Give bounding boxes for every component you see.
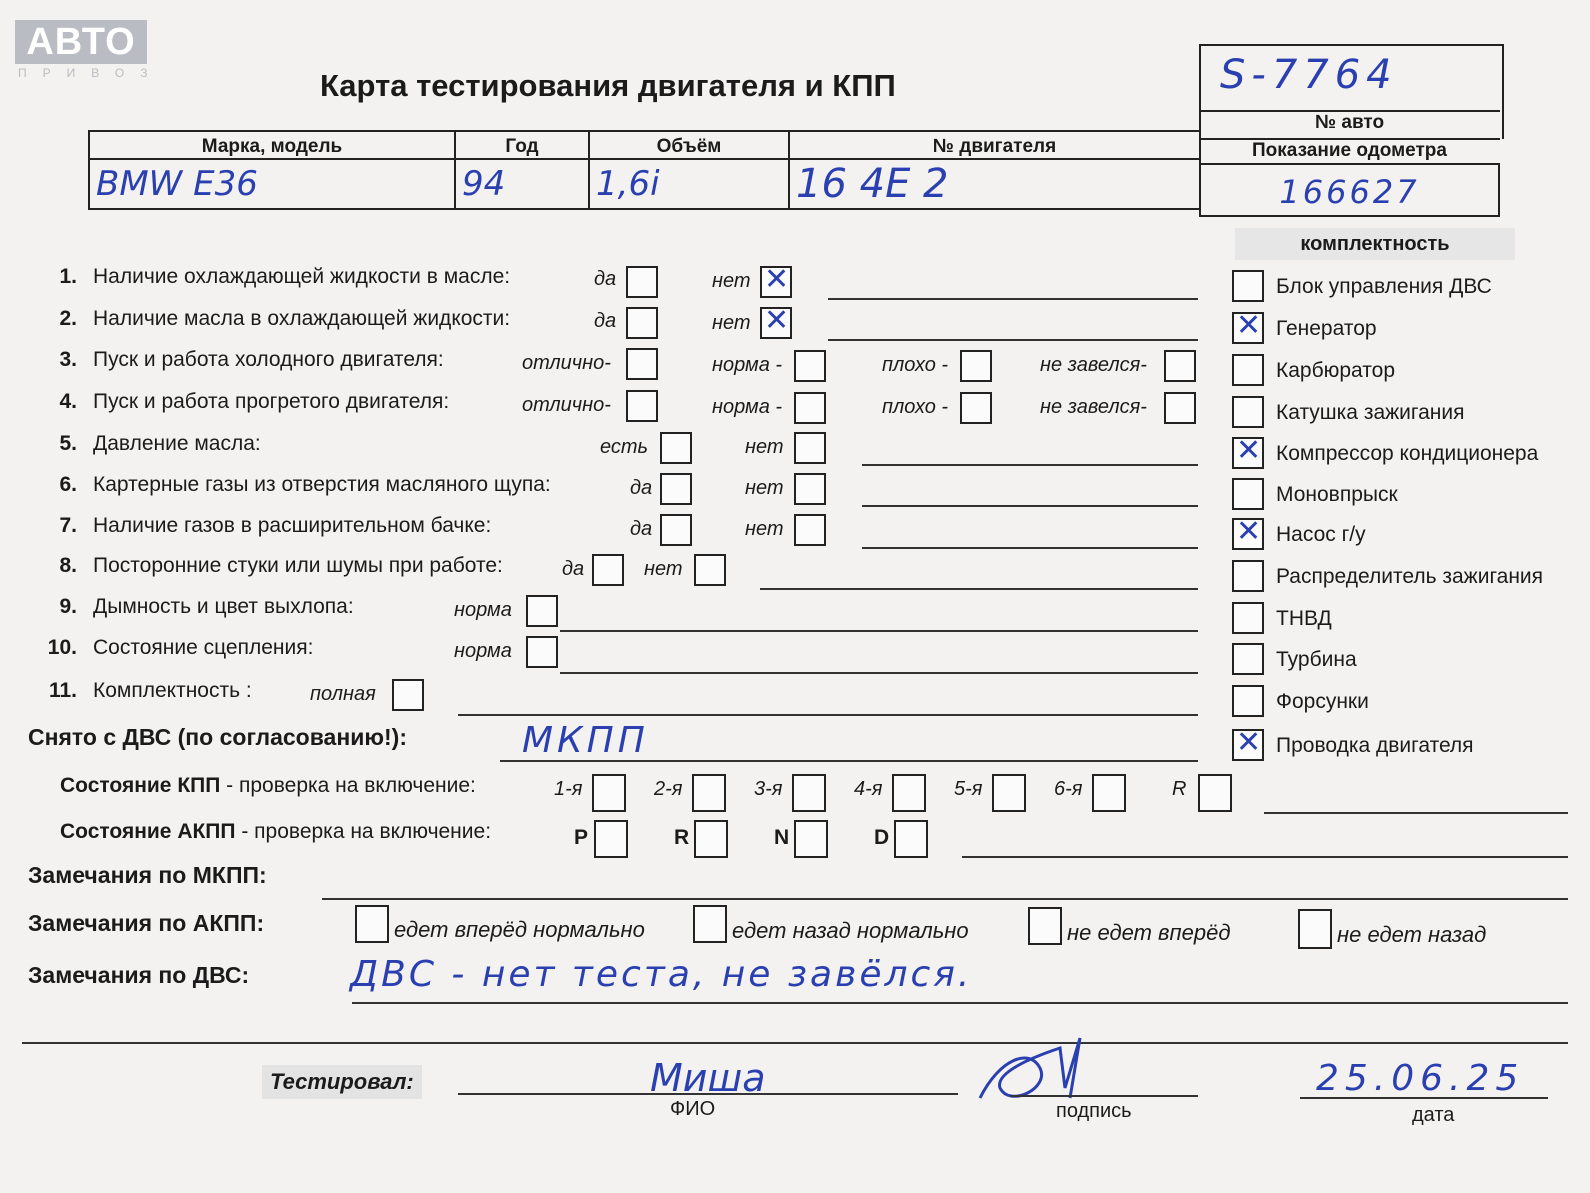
q4-excellent-checkbox[interactable] — [626, 390, 658, 422]
fio-label: ФИО — [670, 1098, 716, 1120]
q7-number: 7. — [59, 514, 77, 537]
komplekt-item-label: Карбюратор — [1276, 359, 1396, 382]
akpp-gear-label: N — [774, 826, 790, 849]
q11-line — [458, 714, 1198, 716]
q9-number: 9. — [59, 595, 77, 618]
auto-number-value: S-7764 — [1220, 52, 1398, 98]
komplekt-checkbox[interactable] — [1232, 602, 1264, 634]
q3-opt-nostart: не завелся- — [1040, 354, 1147, 376]
akpp-gear-label: R — [674, 826, 690, 849]
q4-text: Пуск и работа прогретого двигателя: — [93, 390, 450, 413]
komplekt-item-label: Компрессор кондиционера — [1276, 442, 1539, 465]
q9-opt-normal: норма — [454, 599, 512, 621]
q8-line — [760, 588, 1198, 590]
q8-number: 8. — [59, 554, 77, 577]
q9-text: Дымность и цвет выхлопа: — [93, 595, 354, 618]
q5-line — [862, 464, 1198, 466]
q6-text: Картерные газы из отверстия масляного щупа: — [93, 473, 551, 496]
removed-line — [500, 760, 1198, 762]
dvs-remarks-label: Замечания по ДВС: — [28, 962, 250, 988]
volume-value: 1,6i — [589, 159, 789, 209]
q6-yes-checkbox[interactable] — [660, 473, 692, 505]
mkpp-gear-checkbox[interactable] — [1198, 774, 1232, 812]
q6-no-checkbox[interactable] — [794, 473, 826, 505]
akpp-no-backward-label: не едет назад — [1337, 922, 1487, 947]
q5-text: Давление масла: — [93, 432, 261, 455]
mkpp-line — [1264, 812, 1568, 814]
komplekt-checkbox[interactable] — [1232, 518, 1264, 550]
q4-normal-checkbox[interactable] — [794, 392, 826, 424]
komplekt-item-label: Распределитель зажигания — [1276, 565, 1544, 588]
engine-label: № двигателя — [789, 131, 1200, 159]
year-value: 94 — [455, 159, 589, 209]
mkpp-gear-checkbox[interactable] — [592, 774, 626, 812]
q7-yes-checkbox[interactable] — [660, 514, 692, 546]
komplekt-item-label: Насос г/у — [1276, 523, 1366, 546]
q4-opt-excellent: отлично- — [522, 394, 611, 416]
q1-number: 1. — [59, 265, 77, 288]
akpp-gear-checkbox[interactable] — [894, 820, 928, 858]
komplekt-item-label: ТНВД — [1276, 607, 1332, 630]
komplekt-checkbox[interactable] — [1232, 270, 1264, 302]
q7-text: Наличие газов в расширительном бачке: — [93, 514, 492, 537]
komplekt-item-label: Турбина — [1276, 648, 1357, 671]
q4-opt-normal: норма - — [712, 396, 783, 418]
dvs-remarks-value: ДВС - нет теста, не завёлся. — [350, 954, 973, 995]
q11-number: 11. — [48, 679, 77, 702]
q2-line — [828, 339, 1198, 341]
komplekt-checkbox[interactable] — [1232, 685, 1264, 717]
q4-nostart-checkbox[interactable] — [1164, 392, 1196, 424]
mkpp-gear-checkbox[interactable] — [692, 774, 726, 812]
komplekt-checkbox[interactable] — [1232, 729, 1264, 761]
q4-opt-bad: плохо - — [882, 396, 949, 418]
q3-excellent-checkbox[interactable] — [626, 348, 658, 380]
akpp-gear-checkbox[interactable] — [694, 820, 728, 858]
q6-number: 6. — [59, 473, 77, 496]
mkpp-gear-checkbox[interactable] — [792, 774, 826, 812]
signature-label: подпись — [1056, 1100, 1132, 1122]
mkpp-gear-label: 3-я — [754, 778, 783, 800]
q1-opt-no: нет — [712, 270, 751, 292]
tested-label: Тестировал: — [262, 1065, 422, 1099]
q4-opt-nostart: не завелся- — [1040, 396, 1147, 418]
komplekt-item-label: Генератор — [1276, 317, 1377, 340]
akpp-no-backward-checkbox[interactable] — [1298, 909, 1332, 949]
mkpp-label: Состояние КПП - проверка на включение: — [60, 774, 476, 797]
q5-opt-no: нет — [745, 436, 784, 458]
komplekt-item-label: Блок управления ДВС — [1276, 275, 1492, 298]
akpp-line — [962, 856, 1568, 858]
q1-yes-checkbox[interactable] — [626, 266, 658, 298]
q3-opt-normal: норма - — [712, 354, 783, 376]
q9-line — [560, 630, 1198, 632]
komplekt-checkbox[interactable] — [1232, 437, 1264, 469]
q2-opt-yes: да — [594, 310, 617, 332]
komplekt-item-label: Моновпрыск — [1276, 483, 1398, 506]
q3-text: Пуск и работа холодного двигателя: — [93, 348, 444, 371]
akpp-label: Состояние АКПП - проверка на включение: — [60, 820, 492, 843]
date-value: 25.06.25 — [1316, 1058, 1525, 1099]
odometer-value: 166627 — [1199, 163, 1500, 217]
mkpp-gear-label: 2-я — [654, 778, 683, 800]
mkpp-gear-label: R — [1172, 778, 1187, 800]
q8-opt-yes: да — [562, 558, 585, 580]
engine-value: 16 4E 2 — [789, 159, 1200, 209]
q4-number: 4. — [59, 390, 77, 413]
q8-text: Посторонние стуки или шумы при работе: — [93, 554, 503, 577]
vehicle-table — [88, 130, 1201, 210]
mkpp-remarks-label: Замечания по МКПП: — [28, 862, 267, 888]
akpp-backward-ok-label: едет назад нормально — [732, 918, 969, 943]
make-value: BMW E36 — [89, 159, 455, 209]
q11-text: Комплектность : — [93, 679, 252, 702]
year-label: Год — [455, 131, 589, 159]
q1-text: Наличие охлаждающей жидкости в масле: — [93, 265, 511, 288]
q10-opt-normal: норма — [454, 640, 512, 662]
q3-normal-checkbox[interactable] — [794, 350, 826, 382]
q10-line — [560, 672, 1198, 674]
removed-label: Снято с ДВС (по согласованию!): — [28, 724, 407, 750]
komplekt-item-label: Катушка зажигания — [1276, 401, 1465, 424]
mkpp-remarks-line[interactable] — [322, 898, 1568, 900]
removed-value: МКПП — [522, 720, 649, 761]
komplekt-checkbox[interactable] — [1232, 354, 1264, 386]
logo: АВТО — [15, 20, 147, 64]
q2-no-checkbox[interactable] — [760, 307, 792, 339]
q2-opt-no: нет — [712, 312, 751, 334]
q7-no-checkbox[interactable] — [794, 514, 826, 546]
akpp-forward-ok-label: едет вперёд нормально — [394, 917, 645, 942]
date-label: дата — [1412, 1104, 1455, 1126]
akpp-gear-checkbox[interactable] — [794, 820, 828, 858]
q5-no-checkbox[interactable] — [794, 432, 826, 464]
q11-opt-full: полная — [310, 683, 376, 705]
odometer-label: Показание одометра — [1199, 138, 1500, 162]
make-label: Марка, модель — [89, 131, 455, 159]
fio-value: Миша — [650, 1056, 766, 1100]
mkpp-gear-checkbox[interactable] — [1092, 774, 1126, 812]
mkpp-gear-checkbox[interactable] — [992, 774, 1026, 812]
q6-opt-no: нет — [745, 477, 784, 499]
q7-line — [862, 547, 1198, 549]
akpp-forward-ok-checkbox[interactable] — [355, 905, 389, 943]
komplekt-checkbox[interactable] — [1232, 478, 1264, 510]
komplekt-checkbox[interactable] — [1232, 643, 1264, 675]
q10-normal-checkbox[interactable] — [526, 636, 558, 668]
q5-opt-yes: есть — [600, 436, 649, 458]
q10-number: 10. — [47, 636, 77, 659]
logo-subtitle: ПРИВОЗ — [18, 66, 164, 80]
auto-number-label: № авто — [1199, 110, 1500, 134]
q5-yes-checkbox[interactable] — [660, 432, 692, 464]
separator-line — [22, 1042, 1568, 1044]
q6-line — [862, 505, 1198, 507]
mkpp-gear-label: 6-я — [1054, 778, 1083, 800]
date-line — [1300, 1097, 1548, 1099]
q3-opt-bad: плохо - — [882, 354, 949, 376]
q4-bad-checkbox[interactable] — [960, 392, 992, 424]
akpp-no-forward-label: не едет вперёд — [1067, 920, 1231, 945]
q7-opt-yes: да — [630, 518, 653, 540]
q2-number: 2. — [59, 307, 77, 330]
komplekt-checkbox[interactable] — [1232, 396, 1264, 428]
komplekt-checkbox[interactable] — [1232, 560, 1264, 592]
mkpp-gear-label: 1-я — [554, 778, 583, 800]
q8-opt-no: нет — [644, 558, 683, 580]
q3-nostart-checkbox[interactable] — [1164, 350, 1196, 382]
q6-opt-yes: да — [630, 477, 653, 499]
volume-label: Объём — [589, 131, 789, 159]
q7-opt-no: нет — [745, 518, 784, 540]
mkpp-gear-label: 4-я — [854, 778, 883, 800]
akpp-gear-checkbox[interactable] — [594, 820, 628, 858]
mkpp-gear-label: 5-я — [954, 778, 983, 800]
q5-number: 5. — [59, 432, 77, 455]
akpp-no-forward-checkbox[interactable] — [1028, 907, 1062, 945]
akpp-backward-ok-checkbox[interactable] — [693, 905, 727, 943]
q3-bad-checkbox[interactable] — [960, 350, 992, 382]
q2-text: Наличие масла в охлаждающей жидкости: — [93, 307, 511, 330]
fio-line — [458, 1093, 958, 1095]
q3-opt-excellent: отлично- — [522, 352, 611, 374]
signature-line — [1010, 1095, 1198, 1097]
q3-number: 3. — [59, 348, 77, 371]
mkpp-gear-checkbox[interactable] — [892, 774, 926, 812]
q2-yes-checkbox[interactable] — [626, 307, 658, 339]
q11-full-checkbox[interactable] — [392, 679, 424, 711]
q1-no-checkbox[interactable] — [760, 266, 792, 298]
akpp-gear-label: D — [874, 826, 890, 849]
komplekt-title: комплектность — [1235, 228, 1515, 260]
komplekt-item-label: Форсунки — [1276, 690, 1369, 713]
q1-opt-yes: да — [594, 268, 617, 290]
page-title: Карта тестирования двигателя и КПП — [320, 68, 896, 103]
dvs-remarks-line — [352, 1002, 1568, 1004]
q8-no-checkbox[interactable] — [694, 554, 726, 586]
komplekt-checkbox[interactable] — [1232, 312, 1264, 344]
q9-normal-checkbox[interactable] — [526, 595, 558, 627]
akpp-remarks-label: Замечания по АКПП: — [28, 910, 265, 936]
q10-text: Состояние сцепления: — [93, 636, 314, 659]
q8-yes-checkbox[interactable] — [592, 554, 624, 586]
komplekt-item-label: Проводка двигателя — [1276, 734, 1474, 757]
q1-line — [828, 298, 1198, 300]
akpp-gear-label: P — [574, 826, 589, 849]
